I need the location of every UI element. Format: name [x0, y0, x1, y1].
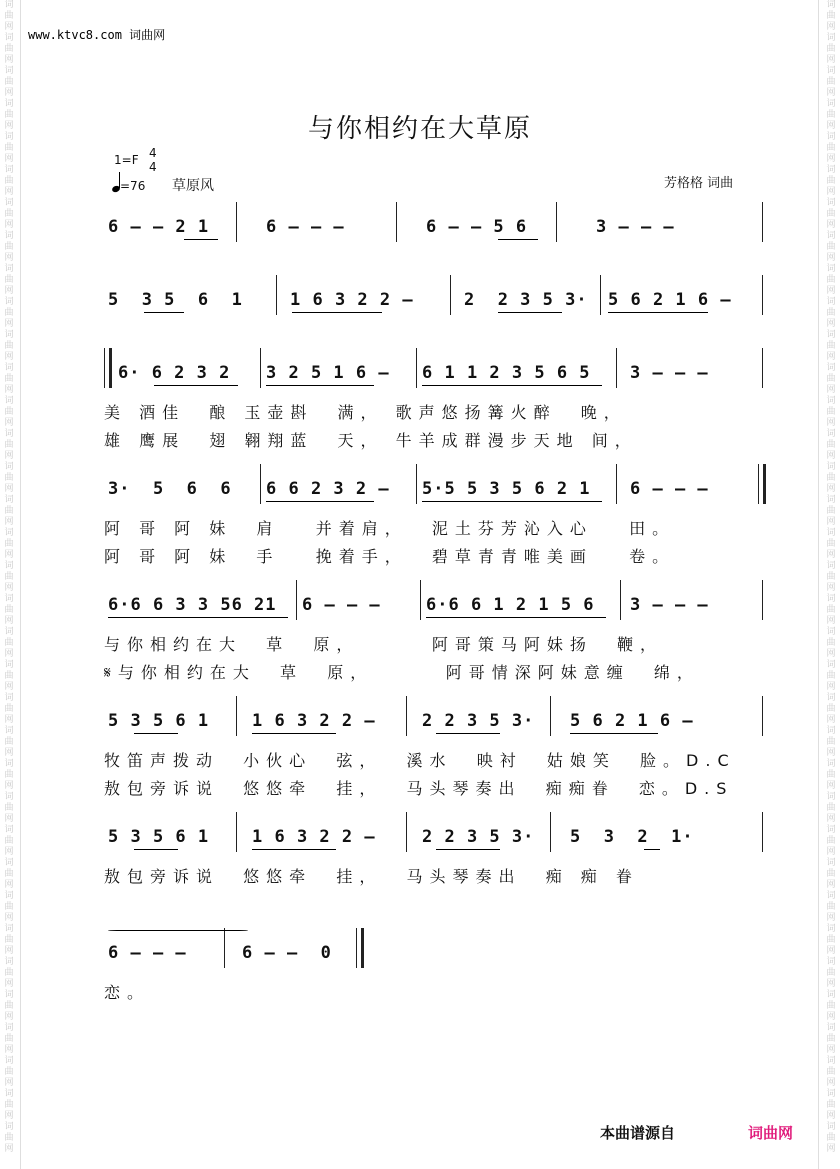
tempo-value: =76 [120, 179, 146, 193]
key-signature: 1=F [114, 153, 139, 167]
measure: 3 2 5 1 6 – [266, 363, 390, 383]
lyric-verse-1: 美 酒佳 酿 玉壶斟 满， 歌声悠扬篝火醉 晚， [104, 403, 627, 422]
notes-line [100, 474, 770, 504]
measure: 6·6 6 3 3 56 21 [108, 595, 277, 615]
notes-line [100, 212, 770, 242]
measure: 6 – – – [630, 479, 709, 499]
measure: 6·6 6 1 2 1 5 6 [426, 595, 595, 615]
watermark-right: 词曲网词曲网词曲网词曲网词曲网词曲网词曲网词曲网词曲网词曲网词曲网词曲网词曲网词曲网词曲网词曲网词曲网词曲网词曲网词曲网词曲网词曲网词曲网词曲网词曲网词曲网词曲网词曲网词曲网词曲网词曲网词曲网词曲网词曲网词曲网 [826, 0, 836, 1154]
measure: 6 – – – [108, 943, 187, 963]
lyric-verse-1: 阿 哥 阿 妹 肩 并着肩， 泥土芬芳沁入心 田。 [104, 519, 676, 538]
measure: 5 6 2 1 6 – [570, 711, 694, 731]
lyric-verse-1: 牧笛声拨动 小伙心 弦， 溪水 映衬 姑娘笑 脸。D.C [104, 751, 736, 770]
tie-arc [108, 930, 248, 931]
notes-line [100, 938, 770, 968]
lyric-verse-2: 𝄋与你相约在大 草 原， 阿哥情深阿妹意缠 绵， [104, 663, 700, 682]
style-label: 草原风 [172, 178, 214, 194]
measure: 2 2 3 5 3· [422, 827, 535, 847]
measure: 5·5 5 3 5 6 2 1 [422, 479, 591, 499]
tempo-marking [112, 172, 145, 193]
measure: 3 – – – [630, 363, 709, 383]
notes-line [100, 590, 770, 620]
measure: 6 – – 0 [242, 943, 332, 963]
measure: 2 2 3 5 3· [422, 711, 535, 731]
measure: 5 6 2 1 6 – [608, 290, 732, 310]
notes-line [100, 285, 770, 315]
measure: 1 6 3 2 2 – [252, 711, 376, 731]
lyric-verse-1: 与你相约在大 草 原， 阿哥策马阿妹扬 鞭， [104, 635, 664, 654]
lyric-verse-2: 阿 哥 阿 妹 手 挽着手， 碧草青青唯美画 卷。 [104, 547, 676, 566]
time-denominator: 4 [149, 160, 157, 174]
lyric-verse-2: 雄 鹰展 翅 翱翔蓝 天， 牛羊成群漫步天地 间， [104, 431, 638, 450]
page-border-right [818, 0, 819, 1169]
site-header: www.ktvc8.com 词曲网 [28, 28, 166, 42]
notes-line [100, 706, 770, 736]
notes-line [100, 358, 770, 388]
page-border-left [20, 0, 21, 1169]
composer-credit: 芳格格 词曲 [664, 176, 734, 191]
measure: 3 – – – [596, 217, 675, 237]
time-signature [149, 146, 157, 174]
measure: 6 6 2 3 2 – [266, 479, 390, 499]
footer-source: 本曲谱源自 [600, 1124, 676, 1142]
measure: 6 1 1 2 3 5 6 5 [422, 363, 591, 383]
lyric-verse: 恋。 [104, 983, 151, 1002]
measure: 5 3 5 6 1 [108, 711, 210, 731]
measure: 6· 6 2 3 2 [118, 363, 231, 383]
measure: 5 3 5 6 1 [108, 290, 243, 310]
measure: 1 6 3 2 2 – [252, 827, 376, 847]
lyric-verse: 敖包旁诉说 悠悠牵 挂， 马头琴奏出 痴 痴 眷 [104, 867, 639, 886]
measure: 6 – – 5 6 [426, 217, 528, 237]
notes-line [100, 822, 770, 852]
watermark-left: 词曲网词曲网词曲网词曲网词曲网词曲网词曲网词曲网词曲网词曲网词曲网词曲网词曲网词曲网词曲网词曲网词曲网词曲网词曲网词曲网词曲网词曲网词曲网词曲网词曲网词曲网词曲网词曲网词曲网词曲网词曲网词曲网词曲网词曲网词曲网 [4, 0, 14, 1154]
song-title: 与你相约在大草原 [307, 114, 532, 144]
measure: 3 – – – [630, 595, 709, 615]
footer-brand-link[interactable]: 词曲网 [748, 1124, 794, 1142]
measure: 3· 5 6 6 [108, 479, 232, 499]
measure: 1 6 3 2 2 – [290, 290, 414, 310]
measure: 6 – – 2 1 [108, 217, 210, 237]
time-numerator: 4 [149, 146, 157, 160]
measure: 6 – – – [266, 217, 345, 237]
measure: 5 3 2 1· [570, 827, 694, 847]
measure: 5 3 5 6 1 [108, 827, 210, 847]
measure: 6 – – – [302, 595, 381, 615]
lyric-verse-2: 敖包旁诉说 悠悠牵 挂， 马头琴奏出 痴痴眷 恋。D.S [104, 779, 734, 798]
measure: 2 2 3 5 3· [464, 290, 588, 310]
